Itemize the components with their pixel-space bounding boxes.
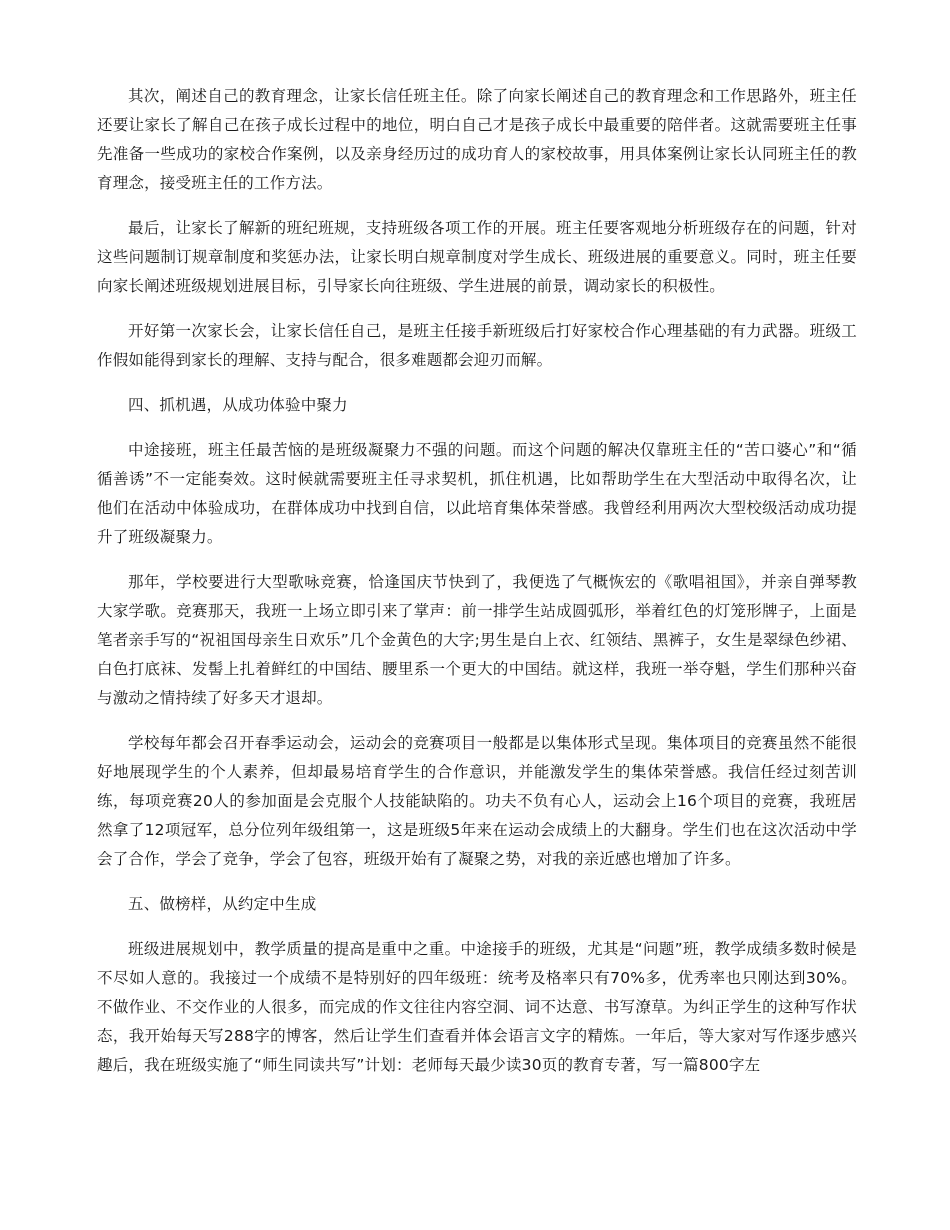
paragraph-first-meeting: 开好第一次家长会，让家长信任自己，是班主任接手新班级后打好家校合作心理基础的有力武器。班级工作假如能得到家长的理解、支持与配合，很多难题都会迎刃而解。 xyxy=(97,322,857,369)
paragraph-cohesion-problem: 中途接班，班主任最苦恼的是班级凝聚力不强的问题。而这个问题的解决仅靠班主任的“苦口婆心”和“循循善诱”不一定能奏效。这时候就需要班主任寻求契机，抓住机遇，比如帮助学生在大型活动中取得名次，让他们在活动中体验成功，在群体成功中找到自信，以此培育集体荣誉感。我曾经利用两次大型校级活动成功提升了班级凝聚力。 xyxy=(97,441,857,546)
section-heading-five: 五、做榜样，从约定中生成 xyxy=(128,895,317,913)
section-heading-four: 四、抓机遇，从成功体验中聚力 xyxy=(128,396,348,414)
document-page xyxy=(97,82,857,1080)
paragraph-teaching-quality: 班级进展规划中，教学质量的提高是重中之重。中途接手的班级，尤其是“问题”班，教学成绩多数时候是不尽如人意的。我接过一个成绩不是特别好的四年级班：统考及格率只有70%多，优秀率也只刚达到30%。不做作业、不交作业的人很多，而完成的作文往往内容空洞、词不达意、书写潦草。为纠正学生的这种写作状态，我开始每天写288字的博客，然后让学生们查看并体会语言文字的精炼。一年后，等大家对写作逐步感兴趣后，我在班级实施了“师生同读共写”计划：老师每天最少读30页的教育专著，写一篇800字左 xyxy=(97,940,857,1074)
paragraph-class-rules: 最后，让家长了解新的班纪班规，支持班级各项工作的开展。班主任要客观地分析班级存在的问题，针对这些问题制订规章制度和奖惩办法，让家长明白规章制度对学生成长、班级进展的重要意义。同时，班主任要向家长阐述班级规划进展目标，引导家长向往班级、学生进展的前景，调动家长的积极性。 xyxy=(97,219,857,295)
paragraph-sports-meet: 学校每年都会召开春季运动会，运动会的竞赛项目一般都是以集体形式呈现。集体项目的竞赛虽然不能很好地展现学生的个人素养，但却最易培育学生的合作意识，并能激发学生的集体荣誉感。我信任经过刻苦训练，每项竞赛20人的参加面是会克服个人技能缺陷的。功夫不负有心人，运动会上16个项目的竞赛，我班居然拿了12项冠军，总分位列年级组第一，这是班级5年来在运动会成绩上的大翻身。学生们也在这次活动中学会了合作，学会了竞争，学会了包容，班级开始有了凝聚之势，对我的亲近感也增加了许多。 xyxy=(97,734,857,868)
paragraph-explain-philosophy: 其次，阐述自己的教育理念，让家长信任班主任。除了向家长阐述自己的教育理念和工作思路外，班主任还要让家长了解自己在孩子成长过程中的地位，明白自己才是孩子成长中最重要的陪伴者。这就需要班主任事先准备一些成功的家校合作案例，以及亲身经历过的成功育人的家校故事，用具体案例让家长认同班主任的教育理念，接受班主任的工作方法。 xyxy=(97,87,857,192)
paragraph-singing-contest: 那年，学校要进行大型歌咏竞赛，恰逢国庆节快到了，我便选了气概恢宏的《歌唱祖国》，并亲自弹琴教大家学歌。竞赛那天，我班一上场立即引来了掌声：前一排学生站成圆弧形，举着红色的灯笼形牌子，上面是笔者亲手写的“祝祖国母亲生日欢乐”几个金黄色的大字;男生是白上衣、红领结、黑裤子，女生是翠绿色纱裙、白色打底袜、发髻上扎着鲜红的中国结、腰里系一个更大的中国结。就这样，我班一举夺魁，学生们那种兴奋与激动之情持续了好多天才退却。 xyxy=(97,573,857,707)
